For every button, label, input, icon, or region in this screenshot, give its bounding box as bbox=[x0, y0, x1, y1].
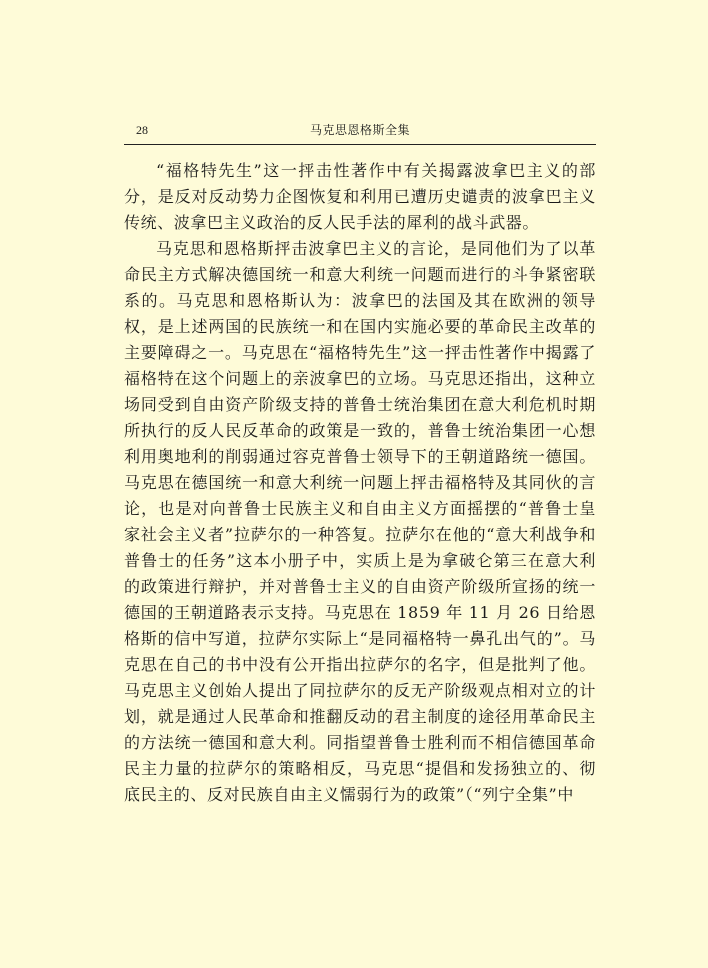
body-text bbox=[124, 158, 596, 808]
header-rule bbox=[124, 144, 596, 145]
book-title: 马克思恩格斯全集 bbox=[309, 123, 410, 137]
page-number: 28 bbox=[136, 123, 148, 137]
paragraph-2: 马克思和恩格斯抨击波拿巴主义的言论，是同他们为了以革命民主方式解决德国统一和意大利统一问题而进行的斗争紧密联系的。马克思和恩格斯认为：波拿巴的法国及其在欧洲的领导权，是上述两国的民族统一和在国内实施必要的革命民主改革的主要障碍之一。马克思在“福格特先生”这一抨击性著作中揭露了福格特在这个问题上的亲波拿巴的立场。马克思还指出，这种立场同受到自由资产阶级支持的普鲁士统治集团在意大利危机时期所执行的反人民反革命的政策是一致的，普鲁士统治集团一心想利用奥地利的削弱通过容克普鲁士领导下的王朝道路统一德国。马克思在德国统一和意大利统一问题上抨击福格特及其同伙的言论，也是对向普鲁士民族主义和自由主义方面摇摆的“普鲁士皇家社会主义者”拉萨尔的一种答复。拉萨尔在他的“意大利战争和普鲁士的任务”这本小册子中，实质上是为拿破仑第三在意大利的政策进行辩护，并对普鲁士主义的自由资产阶级所宣扬的统一德国的王朝道路表示支持。马克思在 1859 年 11 月 26 日给恩格斯的信中写道，拉萨尔实际上“是同福格特一鼻孔出气的”。马克思在自己的书中没有公开指出拉萨尔的名字，但是批判了他。马克思主义创始人提出了同拉萨尔的反无产阶级观点相对立的计划，就是通过人民革命和推翻反动的君主制度的途径用革命民主的方法统一德国和意大利。同指望普鲁士胜利而不相信德国革命民主力量的拉萨尔的策略相反，马克思“提倡和发扬独立的、彻底民主的、反对民族自由主义懦弱行为的政策”（“列宁全集”中 bbox=[124, 239, 596, 804]
running-header bbox=[124, 118, 596, 146]
paragraph-1: “福格特先生”这一抨击性著作中有关揭露波拿巴主义的部分，是反对反动势力企图恢复和利用已遭历史谴责的波拿巴主义传统、波拿巴主义政治的反人民手法的犀利的战斗武器。 bbox=[124, 161, 596, 232]
